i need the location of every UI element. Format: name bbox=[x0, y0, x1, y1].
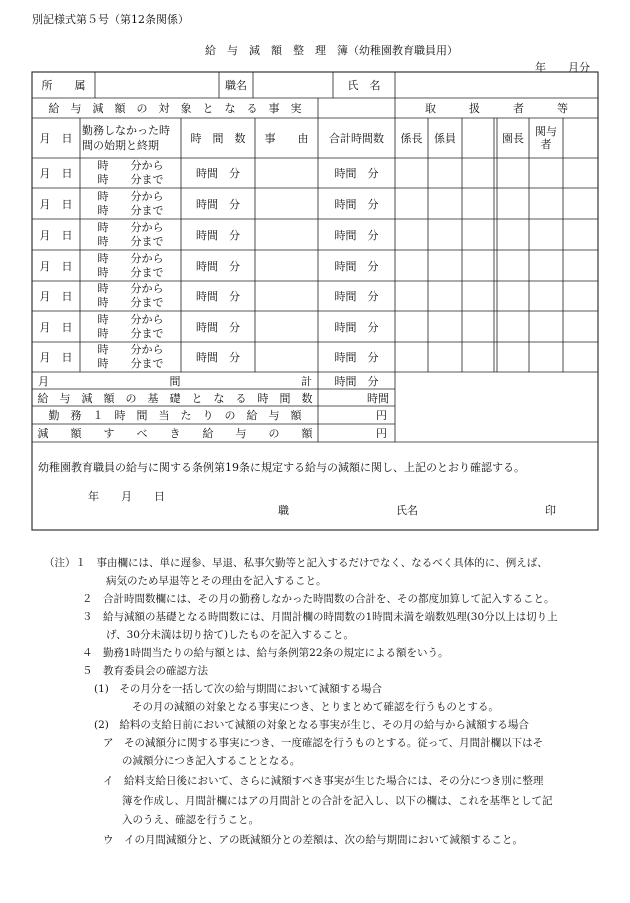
entry-time-range[interactable] bbox=[80, 311, 181, 342]
time-from: 時 分から bbox=[97, 312, 164, 326]
col-header-time-range: 勤務しなかった時間の始期と終期 bbox=[82, 124, 170, 152]
seal-mark: 印 bbox=[545, 504, 556, 517]
entry-hours[interactable]: 時間 分 bbox=[196, 228, 240, 242]
entry-total[interactable] bbox=[318, 250, 395, 281]
year-month-field: 年 月分 bbox=[535, 61, 590, 74]
yen-unit: 円 bbox=[376, 427, 387, 440]
note-line: 入のうえ、確認を行うこと。 bbox=[122, 814, 260, 826]
entry-hours[interactable]: 時間 分 bbox=[196, 197, 240, 211]
note-line: (1) その月分を一括して次の給与期間において減額する場合 bbox=[94, 683, 382, 695]
entry-date[interactable]: 月 日 bbox=[39, 167, 73, 180]
reduction-amount-label: 減 額 す べ き 給 与 の 額 bbox=[37, 427, 313, 440]
entry-total[interactable] bbox=[318, 158, 395, 188]
yen-unit: 円 bbox=[376, 409, 387, 422]
entry-date[interactable]: 月 日 bbox=[39, 351, 73, 364]
time-from: 時 分から bbox=[97, 189, 164, 203]
note-line: 病気のため早退等とその理由を記入すること。 bbox=[106, 575, 327, 587]
confirmation-text: 幼稚園教育職員の給与に関する条例第19条に規定する給与の減額に関し、上記のとおり確認する。 bbox=[38, 461, 525, 474]
total-hours: 時間 分 bbox=[334, 259, 379, 273]
post-label: 職名 bbox=[225, 79, 247, 92]
total-hours: 時間 分 bbox=[334, 290, 379, 303]
entry-time-range[interactable] bbox=[80, 342, 181, 372]
month-total-label-1: 月 bbox=[38, 374, 49, 388]
month-total-label bbox=[32, 372, 318, 389]
affiliation-label: 所 属 bbox=[41, 79, 86, 92]
entry-hours[interactable]: 時間 分 bbox=[196, 290, 240, 303]
col-header-kanyosha: 関与者 bbox=[535, 125, 557, 151]
note-line: ５ 教育委員会の確認方法 bbox=[82, 665, 208, 677]
time-from: 時 分から bbox=[97, 251, 164, 265]
name-label: 氏 名 bbox=[347, 79, 381, 92]
hourly-wage-label: 勤 務 １ 時 間 当 た り の 給 与 額 bbox=[48, 409, 302, 422]
note-line: ウ イの月間減額分と、アの既減額分との差額は、次の給与期間において減額すること。 bbox=[103, 834, 523, 846]
note-line: (2) 給料の支給日前において減額の対象となる事実が生じ、その月の給与から減額する場合 bbox=[94, 719, 529, 731]
col-header-total: 合計時間数 bbox=[329, 132, 384, 145]
total-hours: 時間 分 bbox=[334, 228, 379, 242]
post-field[interactable] bbox=[253, 72, 333, 98]
col-header-kakaricho: 係長 bbox=[400, 132, 423, 145]
entry-total[interactable] bbox=[318, 342, 395, 372]
col-header-kakariin: 係員 bbox=[434, 132, 456, 145]
note-line: ２ 合計時間数欄には、その月の勤務しなかった時間数の合計を、その都度加算して記入すること。 bbox=[82, 593, 555, 605]
entry-time-range[interactable] bbox=[80, 250, 181, 281]
total-hours: 時間 分 bbox=[334, 320, 379, 334]
col-header-date: 月 日 bbox=[39, 132, 73, 145]
date-line[interactable]: 年 月 日 bbox=[88, 490, 165, 503]
entry-total[interactable] bbox=[318, 188, 395, 219]
base-hours-value[interactable] bbox=[318, 389, 395, 406]
form-number: 別記様式第５号（第12条関係） bbox=[32, 13, 189, 26]
total-hours: 時間 分 bbox=[334, 351, 379, 364]
note-line: の減額分につき記入することとなる。 bbox=[122, 755, 301, 767]
total-hours: 時間 分 bbox=[334, 197, 379, 211]
entry-hours[interactable]: 時間 分 bbox=[196, 167, 240, 180]
entry-date[interactable]: 月 日 bbox=[39, 197, 73, 211]
name-field[interactable] bbox=[395, 72, 598, 98]
page-title: 給 与 減 額 整 理 簿（幼稚園教育職員用） bbox=[205, 44, 458, 57]
month-total-label-3: 計 bbox=[301, 374, 312, 388]
note-line: 簿を作成し、月間計欄にはアの月間計との合計を記入し、以下の欄は、これを基準として記 bbox=[122, 795, 553, 807]
signature-name-label: 氏名 bbox=[396, 504, 418, 517]
entry-date[interactable]: 月 日 bbox=[39, 228, 73, 242]
entry-hours[interactable]: 時間 分 bbox=[196, 320, 240, 334]
note-line: ア その減額分に関する事実につき、一度確認を行うものとする。従って、月間計欄以下はそ bbox=[103, 737, 544, 749]
col-header-hours: 時 間 数 bbox=[190, 132, 246, 145]
entry-date[interactable]: 月 日 bbox=[39, 259, 73, 273]
time-from: 時 分から bbox=[97, 343, 164, 356]
base-hours-label: 給 与 減 額 の 基 礎 と な る 時 間 数 bbox=[37, 391, 313, 405]
entry-time-range[interactable] bbox=[80, 281, 181, 311]
time-to: 時 分まで bbox=[97, 203, 164, 217]
note-line: ４ 勤務1時間当たりの給与額とは、給与条例第22条の規定による額をいう。 bbox=[82, 647, 449, 659]
entry-time-range[interactable] bbox=[80, 188, 181, 219]
col-header-encho: 園長 bbox=[502, 132, 524, 145]
entry-total[interactable] bbox=[318, 311, 395, 342]
time-to: 時 分まで bbox=[97, 234, 164, 248]
affiliation-field[interactable] bbox=[95, 72, 219, 98]
time-to: 時 分まで bbox=[97, 326, 164, 340]
time-to: 時 分まで bbox=[97, 296, 164, 309]
time-from: 時 分から bbox=[97, 220, 164, 234]
month-total-label-2: 間 bbox=[169, 374, 181, 388]
reduction-amount-value[interactable] bbox=[318, 424, 395, 442]
entry-total[interactable] bbox=[318, 219, 395, 250]
time-from: 時 分から bbox=[97, 282, 164, 295]
entry-date[interactable]: 月 日 bbox=[39, 290, 73, 303]
entry-time-range[interactable] bbox=[80, 158, 181, 188]
entry-time-range[interactable] bbox=[80, 219, 181, 250]
hourly-wage-value[interactable] bbox=[318, 406, 395, 424]
month-total-hours[interactable]: 時間 分 bbox=[334, 374, 379, 388]
entry-date[interactable]: 月 日 bbox=[39, 320, 73, 334]
time-to: 時 分まで bbox=[97, 357, 164, 370]
note-line: ３ 給与減額の基礎となる時間数には、月間計欄の時間数の1時間未満を端数処理(30分以上は切り上 bbox=[82, 611, 558, 623]
note-line: その月の減額の対象となる事実につき、とりまとめて確認を行うものとする。 bbox=[132, 701, 499, 713]
entry-hours[interactable]: 時間 分 bbox=[196, 351, 240, 364]
time-from: 時 分から bbox=[97, 159, 164, 172]
time-to: 時 分まで bbox=[97, 173, 164, 186]
time-to: 時 分まで bbox=[97, 265, 164, 279]
facts-header: 給 与 減 額 の 対 象 と な る 事 実 bbox=[48, 102, 302, 115]
handling-header: 取 扱 者 等 bbox=[425, 102, 568, 115]
note-line: （注）１ 事由欄には、単に遅参、早退、私事欠勤等と記入するだけでなく、なるべく具体的に、例えば、 bbox=[44, 557, 548, 569]
note-line: げ、30分未満は切り捨て)したものを記入すること。 bbox=[106, 629, 355, 641]
signature-post-label: 職 bbox=[278, 504, 289, 517]
col-header-reason: 事 由 bbox=[264, 132, 309, 145]
entry-total[interactable] bbox=[318, 281, 395, 311]
entry-hours[interactable]: 時間 分 bbox=[196, 259, 240, 273]
hours-unit: 時間 bbox=[367, 391, 389, 405]
total-hours: 時間 分 bbox=[334, 167, 379, 180]
note-line: イ 給料支給日後において、さらに減額すべき事実が生じた場合には、その分につき別に整理 bbox=[103, 775, 544, 787]
